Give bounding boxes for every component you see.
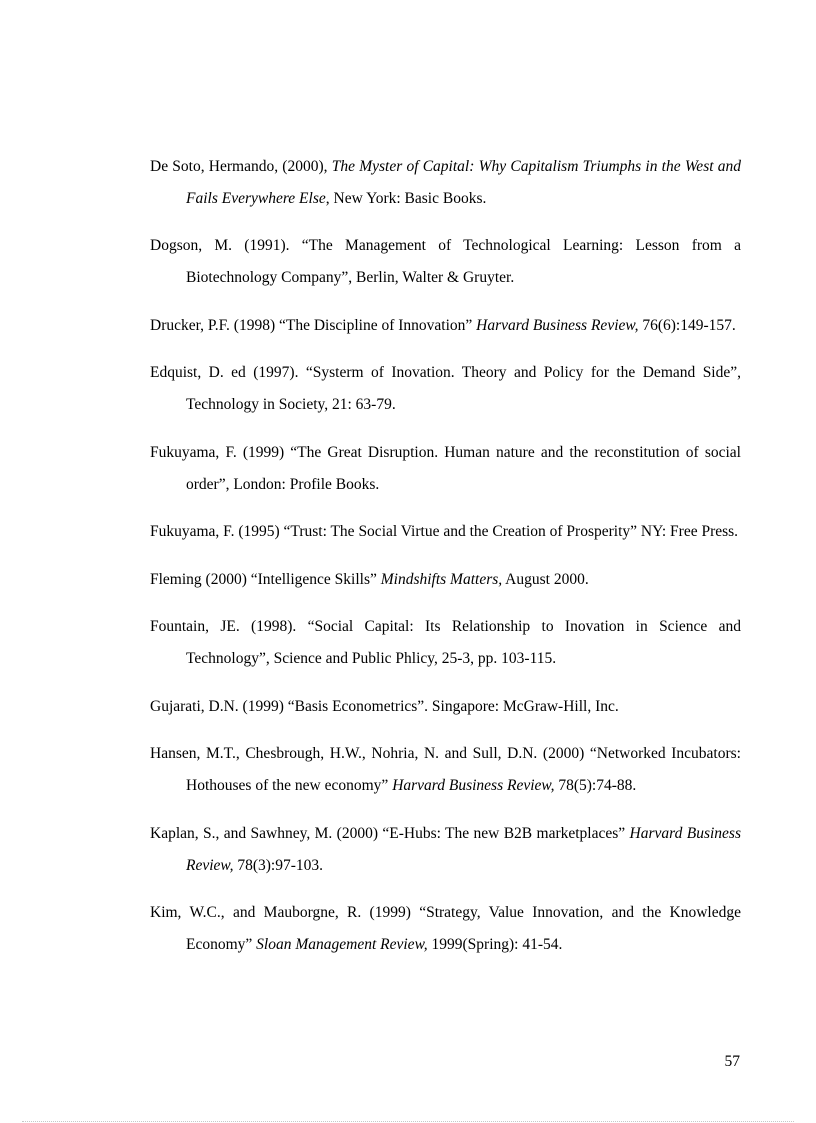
reference-italic-title: The Myster of Capital: Why Capitalism Triumphs in the West and Fails Everywhere Else [186,157,741,207]
reference-text: De Soto, Hermando, (2000), [150,157,332,175]
reference-text: Kaplan, S., and Sawhney, M. (2000) “E-Hubs: The new B2B marketplaces” [150,824,630,842]
reference-italic-title: Harvard Business Review, [476,316,639,334]
reference-text: 1999(Spring): 41-54. [427,936,563,953]
reference-text: 78(5):74-88. [554,777,637,794]
reference-italic-title: Harvard Business Review, [392,777,555,794]
reference-italic-title: Sloan Management Review, [256,936,428,953]
reference-text: Gujarati, D.N. (1999) “Basis Econometrics”. Singapore: McGraw-Hill, Inc. [150,697,619,715]
reference-entry [150,516,741,548]
reference-entry [150,151,741,215]
reference-entry [150,611,741,675]
page-number: 57 [724,1053,740,1070]
reference-text: Edquist, D. ed (1997). “Systerm of Inovation. Theory and Policy for the Demand Side”, Technology in Society, 21: 63-79. [150,364,741,413]
reference-entry [150,310,741,342]
reference-entry [150,691,741,723]
reference-text: Dogson, M. (1991). “The Management of Technological Learning: Lesson from a Biotechnology Company”, Berlin, Walter & Gruyter. [150,237,741,286]
reference-text: 78(3):97-103. [233,856,324,874]
reference-text: Fleming (2000) “Intelligence Skills” [150,570,381,588]
reference-italic-title: Harvard Business Review, [186,824,741,874]
reference-entry [150,738,741,802]
reference-text: Hansen, M.T., Chesbrough, H.W., Nohria, N. and Sull, D.N. (2000) “Networked Incubators: Hothouses of the new economy” [150,745,741,794]
reference-entry [150,357,741,421]
reference-text: Fukuyama, F. (1995) “Trust: The Social Virtue and the Creation of Prosperity” NY: Free Press. [150,523,739,540]
reference-entry [150,564,741,596]
reference-text: Fountain, JE. (1998). “Social Capital: Its Relationship to Inovation in Science and Technology”, Science and Public Phlicy, 25-3, pp. 103-115. [150,618,741,667]
reference-italic-title: Mindshifts Matters, [380,570,503,588]
reference-entry [150,897,741,961]
reference-entry [150,230,741,294]
reference-text: Fukuyama, F. (1999) “The Great Disruption. Human nature and the reconstitution of social order”, London: Profile Books. [150,443,741,493]
page-bottom-divider [22,1121,794,1122]
reference-list [150,135,741,969]
reference-entry [150,437,741,501]
reference-text: , New York: Basic Books. [325,189,487,207]
reference-text: August 2000. [502,570,589,588]
reference-text: 76(6):149-157. [638,316,736,334]
reference-entry [150,818,741,882]
reference-text: Drucker, P.F. (1998) “The Discipline of Innovation” [150,316,477,334]
reference-text: Kim, W.C., and Mauborgne, R. (1999) “Strategy, Value Innovation, and the Knowledge Economy” [150,904,741,953]
